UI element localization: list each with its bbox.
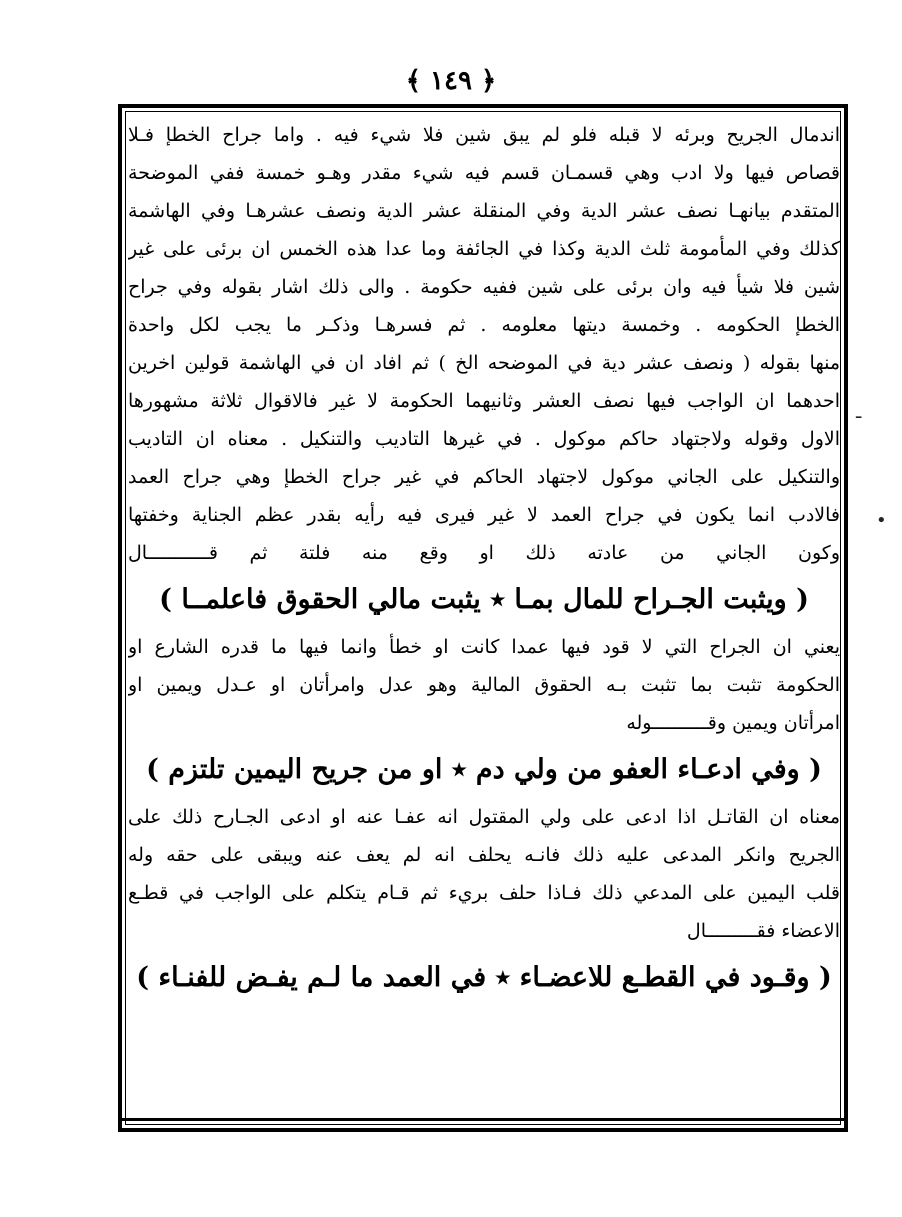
text-line: والتنكيل على الجاني موكول لاجتهاد الحاكم في غير جراح الخطإ وهي جراح العمد xyxy=(128,466,840,488)
paragraph-commentary-1 xyxy=(128,116,840,572)
text-line: منها بقوله ( ونصف عشر دية في الموضحه الخ ) ثم افاد ان في الهاشمة قولين اخرين xyxy=(128,352,840,374)
text-line: فالادب انما يكون في جراح العمد لا غير فيرى فيه رأيه بقدر عظم الجناية وخفتها xyxy=(128,504,840,526)
text-line: قصاص فيها ولا ادب وهي قسمـان قسم فيه شيء مقدر وهـو خمسة ففي الموضحة xyxy=(128,162,840,184)
text-line: قلب اليمين على المدعي ذلك فـاذا حلف بريء ثم قـام يتكلم على الواجب في قطـع xyxy=(128,882,840,904)
verse-line: ( وقـود في القطـع للاعضـاء ٭ في العمد ما لـم يفـض للفنـاء ) xyxy=(136,962,832,993)
text-line: الحكومة تثبت بما تثبت بـه الحقوق المالية وهو عدل وامرأتان او عـدل ويمين او xyxy=(128,674,840,696)
text-line: اندمال الجريح وبرئه لا قبله فلو لم يبق شين فلا شيء فيه . واما جراح الخطإ فـلا xyxy=(128,124,840,146)
page-number: ﴿ ١٤٩ ﴾ xyxy=(405,66,497,96)
verse-line: ( ويثبت الجـراح للمال بمـا ٭ يثبت مالي الحقوق فاعلمــا ) xyxy=(159,584,809,615)
text-line: الخطإ الحكومه . وخمسة ديتها معلومه . ثم فسرهـا وذكـر ما يجب لكل واحدة xyxy=(128,314,840,336)
text-line: الاعضاء فقـــــــــال xyxy=(686,920,840,942)
verse-line: ( وفي ادعـاء العفو من ولي دم ٭ او من جريح اليمين تلتزم ) xyxy=(146,754,822,785)
text-line: شين فلا شيأ فيه وان برئى على شين ففيه حكومة . والى ذلك اشار بقوله وفي جراح xyxy=(128,276,840,298)
text-line: يعني ان الجراح التي لا قود فيها عمدا كانت او خطأ وانما فيها ما قدره الشارع او xyxy=(128,636,840,658)
text-line: وكون الجاني من عادته ذلك او وقع منه فلتة ثم قـــــــــــال xyxy=(128,542,840,564)
text-line: امرأتان ويمين وقــــــــــوله xyxy=(626,712,840,734)
margin-mark: ـ xyxy=(856,402,862,423)
page-content xyxy=(128,116,840,1122)
text-line: احدهما ان الواجب فيها نصف العشر وثانيهما الحكومة لا غير فالاقوال ثلاثة مشهورها xyxy=(128,390,840,412)
text-line: معناه ان القاتـل اذا ادعى على ولي المقتول انه عفـا عنه او ادعى الجـارح ذلك على xyxy=(128,806,840,828)
paragraph-commentary-3 xyxy=(128,798,840,950)
text-line: كذلك وفي المأمومة ثلث الدية وكذا في الجائفة وما عدا هذه الخمس ان برئى على غير xyxy=(128,238,840,260)
bottom-rule xyxy=(118,1118,848,1121)
text-line: المتقدم بيانهـا نصف عشر الدية وفي المنقلة عشر الدية ونصف عشرهـا وفي الهاشمة xyxy=(128,200,840,222)
text-line: الجريح وانكر المدعى عليه ذلك فانـه يحلف انه لم يعف عنه ويبقى على حقه وله xyxy=(128,844,840,866)
margin-dot: • xyxy=(876,510,887,531)
paragraph-commentary-2 xyxy=(128,628,840,742)
text-line: الاول وقوله ولاجتهاد حاكم موكول . في غيرها التاديب والتنكيل . معناه ان التاديب xyxy=(128,428,840,450)
